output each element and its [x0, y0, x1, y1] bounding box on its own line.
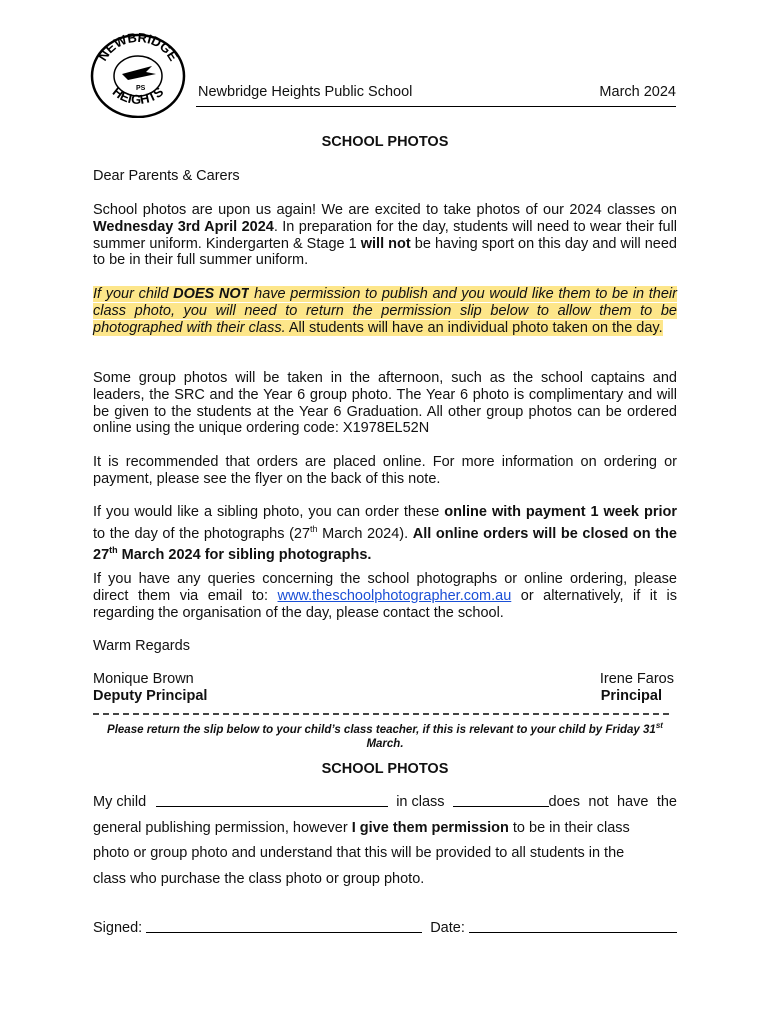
child-name-field[interactable] — [156, 805, 388, 807]
closing: Warm Regards — [93, 638, 190, 654]
does-not-label: does not have the — [548, 794, 677, 810]
letter-date: March 2024 — [599, 84, 676, 100]
date-field[interactable] — [469, 931, 677, 933]
signature-field[interactable] — [146, 931, 422, 933]
slip-signature-line — [93, 920, 677, 936]
cut-line — [93, 713, 669, 715]
principal-role: Principal — [600, 688, 662, 704]
paragraph-permission: If your child DOES NOT have permission to publish and you would like them to be in their class photo, you will need to return the permission slip below to allow them to be photographed with their class. All students will have an individual photo taken on the day. — [93, 286, 677, 336]
slip-line-1 — [93, 794, 677, 810]
page-title: SCHOOL PHOTOS — [321, 134, 449, 150]
in-class-label: in class — [396, 794, 445, 810]
slip-line-2: general publishing permission, however I give them permission to be in their class — [93, 820, 630, 836]
logo-bottom-text: HEIGHTS — [109, 83, 167, 108]
paragraph-intro: School photos are upon us again! We are excited to take photos of our 2024 classes on Wednesday 3rd April 2024. In preparation for the day, students will need to wear their full summer uniform. Kindergarten & Stage 1 will not be having sport on this day and will need to be in their full summer uniform. — [93, 202, 678, 269]
slip-title: SCHOOL PHOTOS — [321, 761, 449, 777]
paragraph-sibling: If you would like a sibling photo, you can order these online with payment 1 week prior to the day of the photographs (27th March 2024). All online orders will be closed on the 27th March 2024 for sibling photographs. — [93, 504, 677, 564]
signatory-right — [600, 671, 674, 705]
paragraph-queries: If you have any queries concerning the school photographs or online ordering, please direct them via email to: www.theschoolphotographer.com.au or alternatively, if it is regarding the organisation of the day, please contact the school. — [93, 571, 677, 621]
letter-header — [196, 82, 676, 107]
deputy-role: Deputy Principal — [93, 688, 208, 704]
paragraph-group-photos: Some group photos will be taken in the afternoon, such as the school captains and leaders, the SRC and the Year 6 group photo. The Year 6 photo is complimentary and will be given to the students at the Year 6 Graduation. All other group photos can be ordered online using the unique ordering code: X1978EL52N — [93, 370, 677, 437]
logo-top-text: NEWBRIDGE — [94, 30, 182, 64]
school-name: Newbridge Heights Public School — [198, 84, 413, 100]
deputy-name: Monique Brown — [93, 671, 194, 687]
photographer-website-link[interactable]: www.theschoolphotographer.com.au — [277, 587, 512, 604]
logo-center-text: PS — [136, 85, 146, 92]
return-note: Please return the slip below to your child’s class teacher, if this is relevant to your child by Friday 31st March. — [107, 721, 663, 750]
principal-name: Irene Faros — [599, 671, 674, 687]
slip-line-4: class who purchase the class photo or group photo. — [93, 871, 425, 887]
my-child-label: My child — [93, 794, 147, 810]
signed-label: Signed: — [93, 920, 143, 936]
salutation: Dear Parents & Carers — [93, 168, 240, 184]
slip-line-3: photo or group photo and understand that this will be provided to all students in the — [93, 845, 625, 861]
class-field[interactable] — [453, 805, 549, 807]
svg-text:NEWBRIDGE — [95, 30, 181, 64]
date-label: Date: — [430, 920, 465, 936]
signatory-left — [93, 671, 207, 705]
logo-bird-icon — [122, 66, 156, 80]
paragraph-ordering: It is recommended that orders are placed online. For more information on ordering or payment, please see the flyer on the back of this note. — [93, 454, 677, 487]
school-logo — [88, 30, 188, 118]
